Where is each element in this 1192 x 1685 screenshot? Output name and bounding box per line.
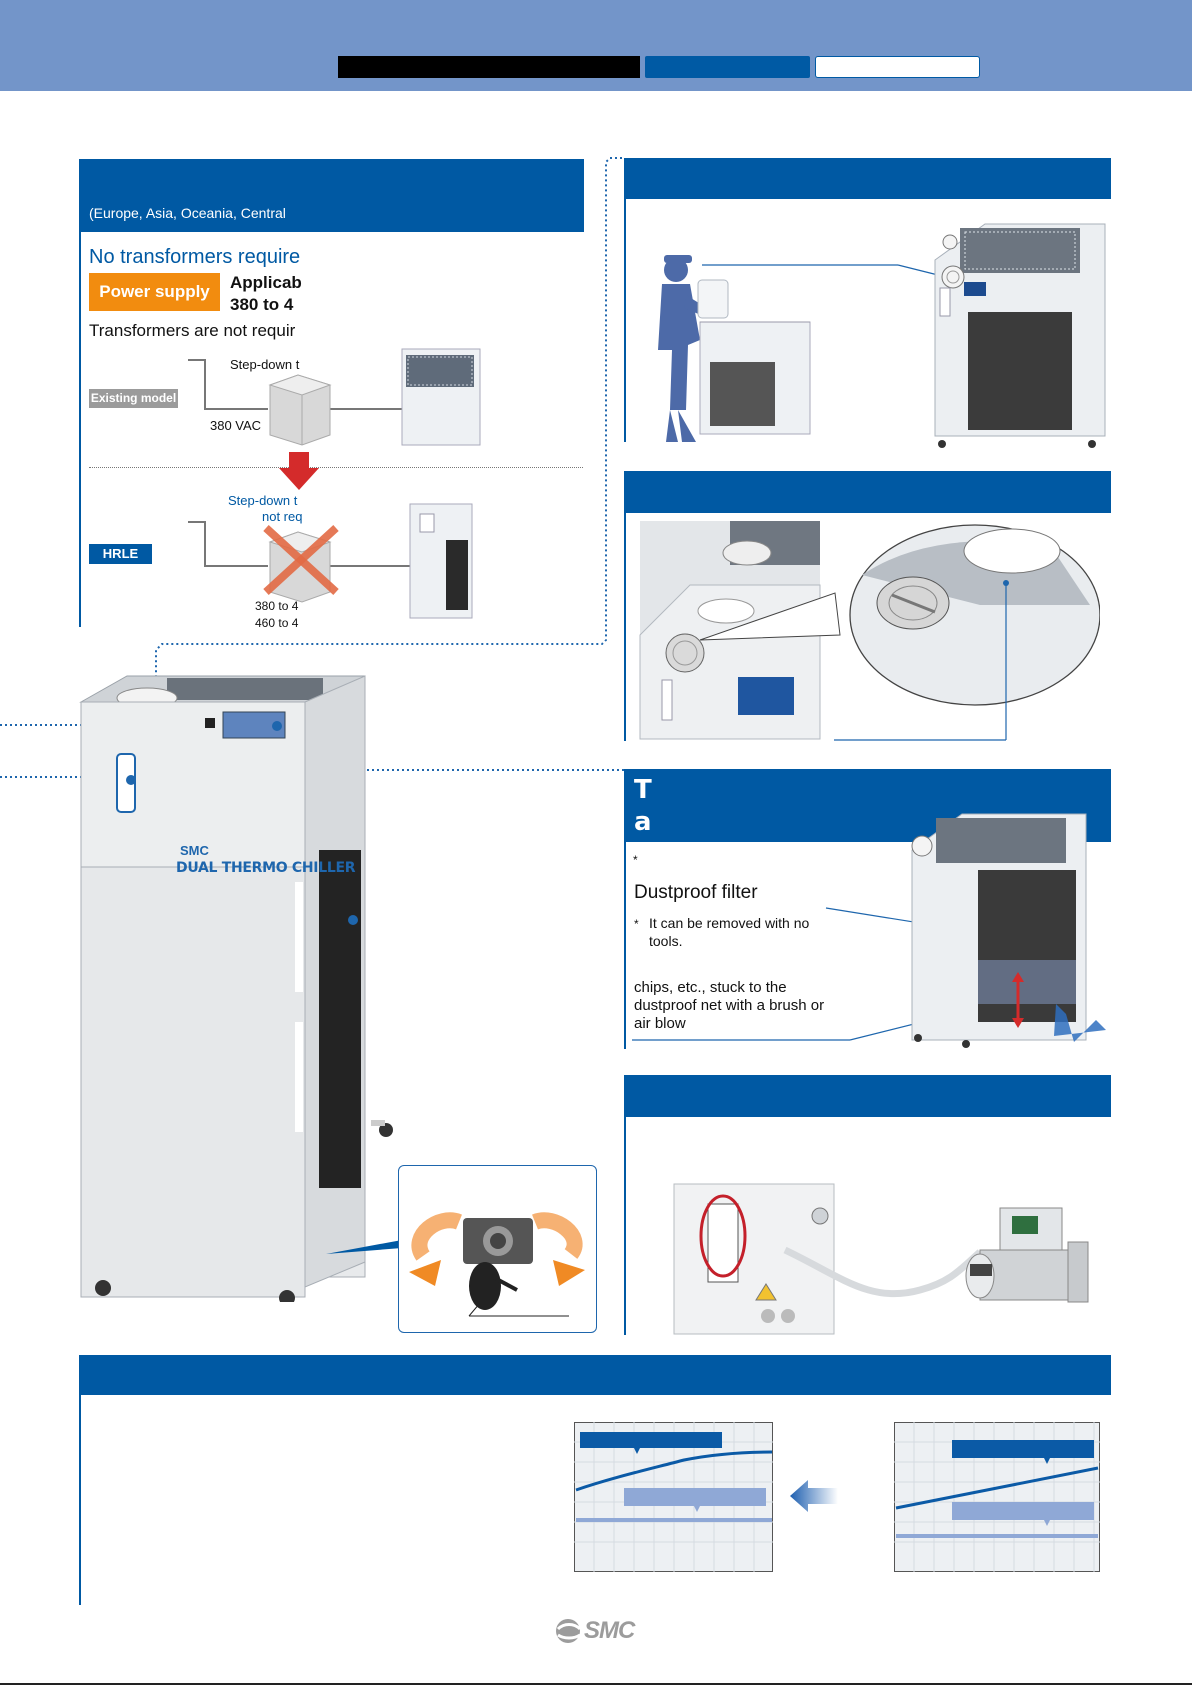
smc-logo-icon bbox=[554, 1617, 584, 1645]
chiller-model-text: DUAL THERMO CHILLER bbox=[176, 860, 356, 876]
power-supply-badge-label: Power supply bbox=[99, 282, 210, 301]
cleaning-note-1: chips, etc., stuck to the bbox=[634, 979, 787, 996]
compare-arrow-icon bbox=[790, 1480, 838, 1512]
caster-callout-pointer bbox=[326, 1232, 402, 1260]
bottom-panel-header bbox=[79, 1355, 1111, 1395]
main-chiller-illustration bbox=[55, 672, 425, 1302]
transformers-note: Transformers are not requir bbox=[89, 321, 296, 340]
cleaning-note-2: dustproof net with a brush or bbox=[634, 997, 825, 1014]
hrle-label: HRLE bbox=[102, 546, 139, 561]
caster-callout-box bbox=[398, 1165, 597, 1333]
header-tab-blue[interactable] bbox=[645, 56, 810, 78]
cap-panel-header bbox=[624, 471, 1111, 513]
temperature-graph-right bbox=[894, 1422, 1100, 1572]
cap-panel-left-rule bbox=[624, 513, 626, 741]
cap-closeup-illustration bbox=[630, 515, 1100, 745]
voltage-new-2: 460 to 4 bbox=[255, 616, 299, 630]
filter-illustration bbox=[626, 790, 1112, 1050]
filter-asterisk: * bbox=[633, 853, 638, 867]
cleaning-note-3: air blow bbox=[634, 1015, 686, 1032]
filter-title-1: T bbox=[634, 775, 652, 805]
power-headline: No transformers require bbox=[89, 246, 301, 268]
header-tab-black[interactable] bbox=[338, 56, 640, 78]
caster-rotate-icon bbox=[399, 1166, 596, 1332]
filter-title-2: a bbox=[634, 807, 652, 837]
dustproof-title: Dustproof filter bbox=[634, 882, 758, 903]
tank-panel-left-rule bbox=[624, 199, 626, 442]
applicable-text-1: Applicab bbox=[230, 273, 302, 292]
flow-panel-left-rule bbox=[624, 1117, 626, 1335]
region-text: (Europe, Asia, Oceania, Central bbox=[89, 205, 286, 221]
temperature-graph-left bbox=[574, 1422, 773, 1572]
removal-asterisk: * bbox=[634, 917, 639, 931]
footer-logo-text: SMC bbox=[584, 1617, 635, 1644]
existing-model-label: Existing model bbox=[90, 391, 177, 405]
applicable-text-2: 380 to 4 bbox=[230, 295, 294, 314]
tank-illustration bbox=[630, 200, 1112, 460]
removal-note: It can be removed with no tools. bbox=[649, 915, 810, 949]
chiller-brand: SMC bbox=[180, 843, 209, 858]
stepdown-label-existing: Step-down t bbox=[230, 357, 300, 372]
stepdown-label-new-2: not req bbox=[262, 509, 303, 524]
header-tab-white[interactable] bbox=[815, 56, 980, 78]
flow-switch-illustration bbox=[670, 1180, 1100, 1335]
flow-panel-header bbox=[624, 1075, 1111, 1117]
voltage-existing: 380 VAC bbox=[210, 418, 262, 433]
bottom-panel-left-rule bbox=[79, 1395, 81, 1605]
tank-panel-header bbox=[624, 158, 1111, 199]
stepdown-label-new-1: Step-down t bbox=[228, 493, 298, 508]
voltage-new-1: 380 to 4 bbox=[255, 599, 299, 613]
